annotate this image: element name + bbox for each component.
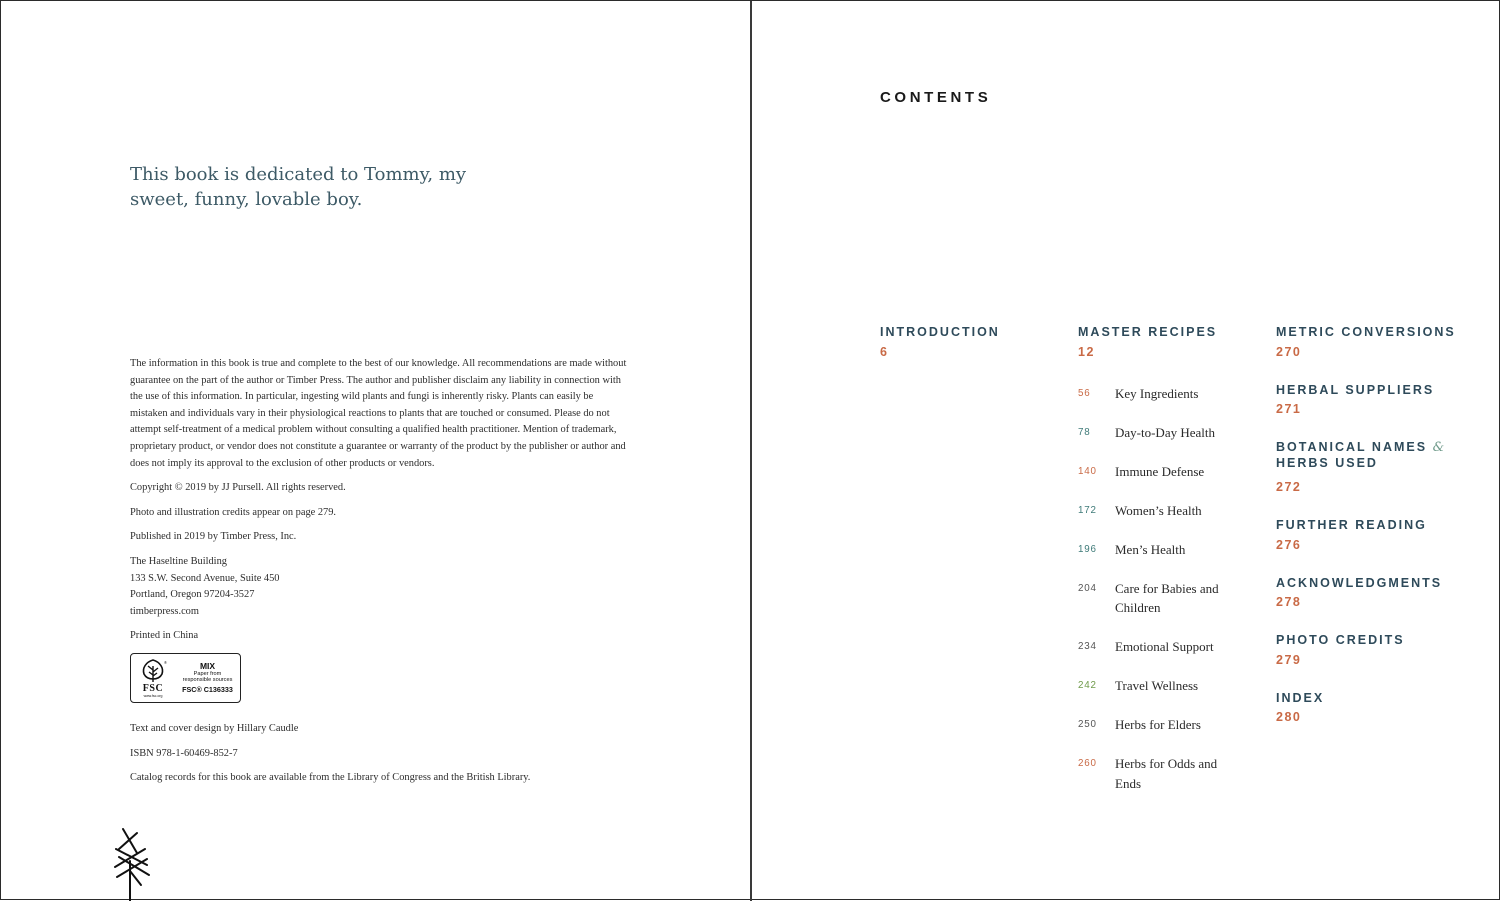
- fsc-url: www.fsc.org: [143, 693, 163, 698]
- toc-entry-title: [1276, 440, 1496, 471]
- dedication: This book is dedicated to Tommy, my sweet, funny, lovable boy.: [130, 164, 467, 210]
- toc-entry-suppliers: [1276, 383, 1496, 418]
- toc-subsection-page: 172: [1078, 504, 1097, 516]
- toc-subsection: [1078, 637, 1258, 676]
- toc-entry-title-part: HERBS USED: [1276, 455, 1378, 470]
- toc-subsection-name: Key Ingredients: [1115, 385, 1199, 401]
- toc-subsection: [1078, 540, 1258, 579]
- disclaimer-text: The information in this book is true and complete to the best of our knowledge. All recommendations are made without guarantee on the part of the author or Timber Press. The author and publisher disclaim any liability in connection with the use of this information. In particular, ingesting wild plants and fungi is inherently risky. Plants can easily be mistaken and individuals vary in their physiological reactions to plants that are touched or consumed. Please do not attempt self-treatment of a medical problem without consulting a qualified health practitioner. Mention of trademark, proprietary product, or vendor does not constitute a guarantee or warranty of the product by the publisher or author and does not imply its approval to the exclusion of other products or vendors.: [130, 358, 627, 469]
- toc-subsection: [1078, 715, 1258, 754]
- legal-block: [130, 356, 630, 795]
- toc-subsection: [1078, 676, 1258, 715]
- toc-entry-index: [1276, 691, 1496, 726]
- toc-entry-ack: [1276, 576, 1496, 611]
- toc-subsection: [1078, 423, 1258, 462]
- design-credit: Text and cover design by Hillary Caudle: [130, 722, 299, 734]
- fsc-tree-icon: [138, 658, 168, 684]
- published-line: Published in 2019 by Timber Press, Inc.: [130, 531, 297, 543]
- toc-subsection-name: Travel Wellness: [1115, 678, 1199, 693]
- toc-master-page: 12: [1078, 344, 1095, 359]
- publisher-website: timberpress.com: [130, 605, 199, 617]
- fsc-text: [175, 661, 240, 695]
- isbn: ISBN 978-1-60469-852-7: [130, 747, 238, 759]
- toc-column-master: [1078, 325, 1258, 813]
- fsc-mix: MIX: [199, 661, 216, 671]
- fsc-code: FSC® C136333: [182, 684, 233, 694]
- toc-entry-page: 270: [1276, 344, 1302, 359]
- fsc-sub-2: responsible sources: [182, 677, 233, 684]
- fsc-sub-1: Paper from: [193, 671, 222, 677]
- toc-subsection-page: 196: [1078, 543, 1097, 555]
- address-line: Portland, Oregon 97204-3527: [130, 589, 255, 601]
- copyright-page: [1, 1, 750, 901]
- toc-introduction-page: 6: [880, 344, 889, 359]
- toc-subsection-page: 242: [1078, 680, 1097, 691]
- toc-subsection: [1078, 501, 1258, 540]
- toc-entry-metric: [1276, 325, 1496, 360]
- catalog-note: Catalog records for this book are available from the Library of Congress and the British Library.: [130, 772, 531, 784]
- toc-entry-page: 279: [1276, 652, 1302, 667]
- svg-text:®: ®: [164, 659, 167, 665]
- toc-subsection-name: Immune Defense: [1115, 463, 1205, 479]
- toc-entry-page: 276: [1276, 537, 1302, 552]
- credits-note: Photo and illustration credits appear on page 279.: [130, 506, 337, 518]
- contents-page: [752, 1, 1500, 901]
- toc-master-subsections: [1078, 384, 1258, 813]
- toc-subsection-page: 204: [1078, 582, 1097, 594]
- toc-entry-title: ACKNOWLEDGMENTS: [1276, 575, 1443, 590]
- toc-entry-page: 280: [1276, 710, 1302, 724]
- toc-entry-title: PHOTO CREDITS: [1276, 633, 1405, 647]
- toc-column-back-matter: [1276, 325, 1496, 748]
- toc-subsection-name: Care for Babies and Children: [1115, 580, 1219, 615]
- toc-entry-page: 271: [1276, 402, 1302, 416]
- fsc-label: [130, 653, 241, 703]
- ampersand-glyph: &: [1432, 440, 1445, 455]
- toc-entry-botanical: [1276, 440, 1496, 495]
- toc-subsection: [1078, 384, 1258, 423]
- toc-subsection-name: Herbs for Odds and Ends: [1115, 756, 1218, 791]
- toc-entry-title: HERBAL SUPPLIERS: [1276, 382, 1435, 397]
- copyright-line: Copyright © 2019 by JJ Pursell. All rights reserved.: [130, 482, 346, 494]
- toc-subsection: [1078, 579, 1258, 638]
- toc-subsection-page: 140: [1078, 465, 1097, 477]
- fsc-tree-logo: [131, 654, 175, 702]
- toc-entry-reading: [1276, 518, 1496, 553]
- toc-column-intro: [880, 325, 1060, 360]
- toc-master-title: MASTER RECIPES: [1078, 325, 1218, 339]
- publisher-address: [130, 554, 630, 620]
- toc-subsection-page: 78: [1078, 426, 1091, 438]
- address-line: 133 S.W. Second Avenue, Suite 450: [130, 572, 280, 584]
- toc-subsection-page: 234: [1078, 641, 1097, 652]
- toc-introduction-title: INTRODUCTION: [880, 325, 1000, 339]
- toc-subsection: [1078, 462, 1258, 501]
- toc-subsection-name: Herbs for Elders: [1115, 717, 1201, 732]
- toc-entry-title-part: BOTANICAL NAMES: [1276, 440, 1428, 454]
- toc-subsection-page: 250: [1078, 719, 1097, 730]
- fsc-logo-text: FSC: [142, 682, 164, 694]
- toc-entry-page: 272: [1276, 480, 1302, 494]
- toc-subsection-page: 56: [1078, 387, 1091, 399]
- toc-entry-title: METRIC CONVERSIONS: [1276, 325, 1456, 339]
- toc-entry-page: 278: [1276, 595, 1302, 609]
- timber-press-logo-icon: [111, 827, 151, 901]
- address-line: The Haseltine Building: [130, 555, 227, 567]
- toc-subsection-name: Emotional Support: [1115, 639, 1214, 654]
- toc-subsection-name: Women’s Health: [1115, 502, 1202, 518]
- toc-subsection-page: 260: [1078, 758, 1097, 769]
- printed-line: Printed in China: [130, 630, 199, 642]
- toc-entry-photo: [1276, 633, 1496, 668]
- toc-entry-title: FURTHER READING: [1276, 518, 1427, 532]
- toc-entry-title: INDEX: [1276, 690, 1325, 705]
- contents-title: CONTENTS: [880, 89, 992, 106]
- toc-subsection-name: Day-to-Day Health: [1115, 424, 1215, 440]
- toc-subsection-name: Men’s Health: [1115, 541, 1186, 557]
- toc-subsection: [1078, 754, 1258, 813]
